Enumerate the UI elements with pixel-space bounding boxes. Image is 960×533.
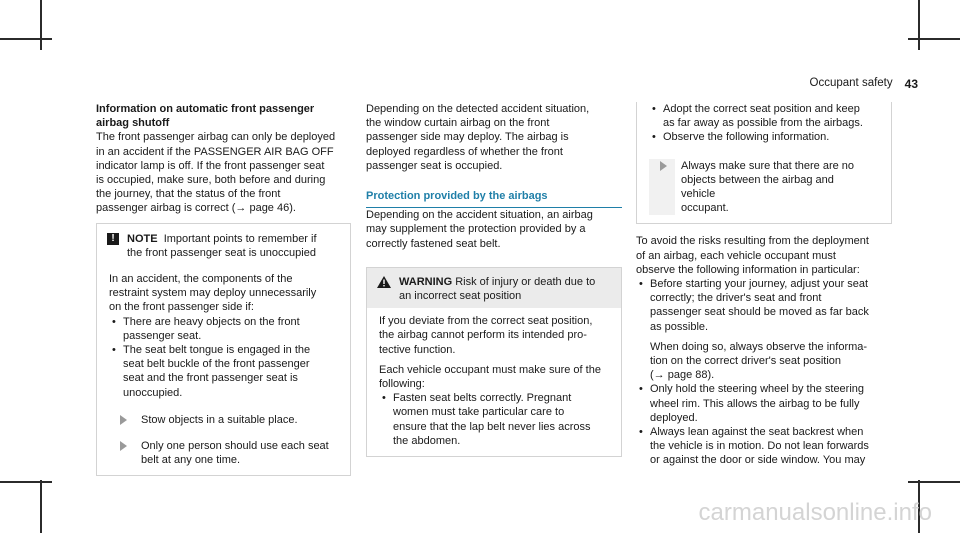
watermark: carmanualsonline.info <box>698 499 932 526</box>
note-box <box>96 223 351 477</box>
text-line: correctly; the driver's seat and front <box>650 292 822 305</box>
bullet-list <box>109 315 340 400</box>
text-line: the vehicle is in motion. Do not lean forwards <box>650 440 869 453</box>
text-line: Always make sure that there are no <box>681 159 855 172</box>
warning-title-line: Risk of injury or death due to <box>455 275 596 288</box>
text-line: is occupied, make sure, both before and during <box>96 174 326 187</box>
text-line: on the front passenger side if: <box>109 301 254 314</box>
text-line: passenger seat is occupied. <box>366 159 503 172</box>
note-header <box>97 224 350 266</box>
warning-icon <box>377 276 391 288</box>
column-left <box>96 102 351 476</box>
text-line: • Always lean against the seat backrest when <box>650 426 864 439</box>
text-line: Depending on the accident situation, an airbag <box>366 209 593 222</box>
text-line: deployed. <box>650 411 698 424</box>
warning-box-continued <box>636 102 892 224</box>
text-line: indicator lamp is off. If the front passenger seat <box>96 159 325 172</box>
list-item <box>649 130 881 144</box>
text-line: tective function. <box>379 343 456 356</box>
text-line: wheel rim. This allows the airbag to be fully <box>650 397 860 410</box>
text-line: the airbag cannot perform its intended pro- <box>379 329 587 342</box>
list-item <box>109 343 340 400</box>
crop-mark <box>0 38 52 40</box>
text-line: observe the following information in particular: <box>636 263 860 276</box>
paragraph <box>636 234 892 277</box>
warning-box <box>366 267 622 457</box>
text-line: restraint system may deploy unnecessarily <box>109 287 317 300</box>
text-line: When doing so, always observe the informa- <box>650 340 868 353</box>
text-line: or against the door or side window. You may <box>650 454 866 467</box>
text-line: deployed regardless of whether the front <box>366 145 563 158</box>
text-line: belt at any one time. <box>141 454 241 467</box>
list-item <box>636 425 892 468</box>
text-line: Depending on the detected accident situation, <box>366 103 590 115</box>
paragraph <box>366 102 622 173</box>
bullet-list <box>636 277 892 468</box>
text-line: • Before starting your journey, adjust your seat <box>650 278 869 291</box>
text-line: • There are heavy objects on the front <box>123 315 300 328</box>
warning-body <box>367 308 621 456</box>
text-line: passenger airbag is correct (→ page 46). <box>96 202 296 215</box>
text-line: Each vehicle occupant must make sure of the <box>379 363 601 376</box>
arrow-right-icon <box>120 441 127 451</box>
tip-item <box>649 159 881 216</box>
intro-paragraph <box>96 130 351 215</box>
heading-line: airbag shutoff <box>96 117 170 130</box>
text-line: (→ page 88). <box>650 369 715 382</box>
list-item <box>636 382 892 425</box>
note-title-line: the front passenger seat is unoccupied <box>127 246 316 259</box>
exclamation-icon: ! <box>107 233 119 245</box>
text-line: • Only hold the steering wheel by the steering <box>650 383 865 396</box>
text-line: as possible. <box>650 320 709 333</box>
text-line: as far away as possible from the airbags. <box>663 117 863 130</box>
text-line: passenger seat should be moved as far back <box>650 306 869 319</box>
bullet-list <box>649 102 881 145</box>
crop-mark <box>40 480 42 533</box>
text-line: passenger side may deploy. The airbag is <box>366 131 569 144</box>
text-line: of an airbag, each vehicle occupant must <box>636 249 836 262</box>
list-item <box>109 315 340 343</box>
text-line: Only one person should use each seat <box>141 440 329 453</box>
tip-item <box>109 413 340 427</box>
text-line: the window curtain airbag on the front <box>366 117 550 130</box>
crop-mark <box>40 0 42 50</box>
column-right <box>636 102 892 468</box>
note-label: NOTE <box>127 232 158 245</box>
bullet-list <box>379 391 611 448</box>
warning-title-line: an incorrect seat position <box>399 290 522 303</box>
text-line: tion on the correct driver's seat position <box>650 355 842 368</box>
crop-mark <box>0 481 52 483</box>
arrow-right-icon <box>660 161 667 171</box>
text-line: passenger seat. <box>123 329 202 342</box>
text-line: ensure that the lap belt never lies across <box>393 420 591 433</box>
column-middle <box>366 102 622 457</box>
crop-mark <box>908 38 960 40</box>
text-line: may supplement the protection provided by a <box>366 223 586 236</box>
section-heading: Protection provided by the airbags <box>366 189 622 208</box>
text-line: seat belt buckle of the front passenger <box>123 358 310 371</box>
text-line: To avoid the risks resulting from the deployment <box>636 235 869 248</box>
warning-header <box>367 268 621 308</box>
page-number: 43 <box>904 77 918 91</box>
warning-label: WARNING <box>399 275 453 288</box>
text-line: correctly fastened seat belt. <box>366 237 501 250</box>
note-body <box>97 266 350 475</box>
text-line: Stow objects in a suitable place. <box>141 413 298 426</box>
tip-item <box>109 439 340 467</box>
list-item <box>636 277 892 382</box>
text-line: the abdomen. <box>393 434 461 447</box>
text-line: in an accident if the PASSENGER AIR BAG OFF <box>96 145 334 158</box>
text-line: If you deviate from the correct seat position, <box>379 315 593 328</box>
paragraph <box>366 208 622 251</box>
text-line: seat and the front passenger seat is <box>123 372 298 385</box>
text-line: women must take particular care to <box>393 406 565 419</box>
text-line: • Observe the following information. <box>663 131 830 144</box>
heading-line: Information on automatic front passenger <box>96 103 315 115</box>
crop-mark <box>918 0 920 50</box>
list-item <box>379 391 611 448</box>
text-line: In an accident, the components of the <box>109 273 293 286</box>
text-line: the journey, that the status of the front <box>96 188 281 201</box>
running-head <box>810 77 918 91</box>
text-line: objects between the airbag and vehicle <box>681 173 834 201</box>
list-item <box>649 102 881 130</box>
note-title-line: Important points to remember if <box>163 232 317 245</box>
text-line: • Fasten seat belts correctly. Pregnant <box>393 392 572 405</box>
text-line: • The seat belt tongue is engaged in the <box>123 344 311 357</box>
text-line: unoccupied. <box>123 386 183 399</box>
section-title: Occupant safety <box>809 77 893 89</box>
arrow-right-icon <box>120 415 127 425</box>
text-line: occupant. <box>681 202 729 215</box>
crop-mark <box>908 481 960 483</box>
text-line: following: <box>379 378 425 391</box>
text-line: The front passenger airbag can only be deployed <box>96 131 336 144</box>
text-line: • Adopt the correct seat position and keep <box>663 103 860 115</box>
